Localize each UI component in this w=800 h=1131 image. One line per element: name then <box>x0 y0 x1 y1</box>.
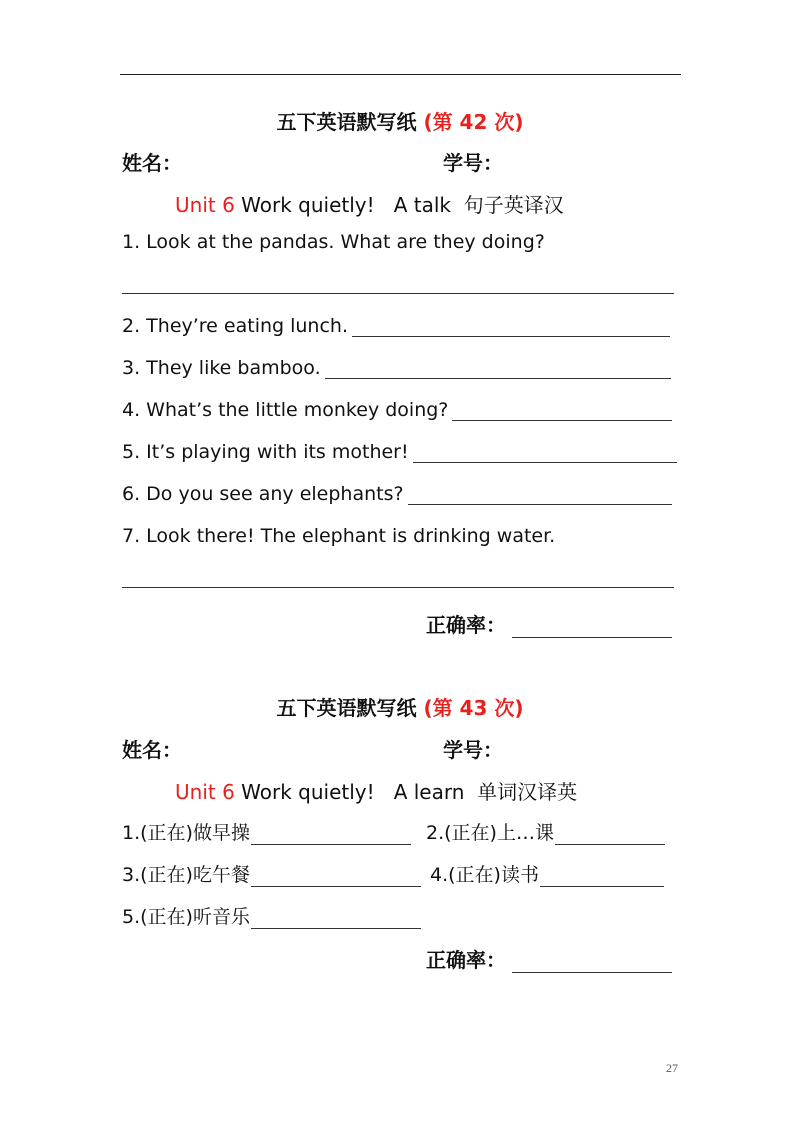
answer-line-1[interactable] <box>122 293 674 294</box>
sheet1-question-2 <box>122 315 670 337</box>
answer-blank-2[interactable] <box>352 318 670 337</box>
accuracy-blank[interactable] <box>512 954 672 973</box>
item-text: 4.(正在)读书 <box>430 864 539 886</box>
top-rule <box>120 74 681 75</box>
question-text: 1. Look at the pandas. What are they doing? <box>122 231 545 253</box>
page-number: 27 <box>666 1061 678 1075</box>
sheet2-item-4 <box>430 860 664 887</box>
item-text: 3.(正在)吃午餐 <box>122 864 250 886</box>
sheet1-title <box>0 106 800 135</box>
accuracy-label: 正确率： <box>426 613 506 637</box>
answer-line-7[interactable] <box>122 587 674 588</box>
sheet1-title-count: (第 42 次) <box>423 110 524 134</box>
answer-blank-3[interactable] <box>325 360 671 379</box>
item-text: 1.(正在)做早操 <box>122 822 250 844</box>
sheet1-question-6 <box>122 483 672 505</box>
sheet1-title-main: 五下英语默写纸 <box>276 110 417 134</box>
sheet2-name-label: 姓名： <box>122 738 182 762</box>
answer-blank-item-5[interactable] <box>251 910 421 929</box>
sheet1-unit-topic: Work quietly! A talk 句子英译汉 <box>241 193 564 217</box>
sheet1-accuracy <box>426 609 672 638</box>
sheet2-title-main: 五下英语默写纸 <box>276 696 417 720</box>
sheet2-item-5 <box>122 902 421 929</box>
sheet1-id-label: 学号： <box>443 151 503 175</box>
item-text: 5.(正在)听音乐 <box>122 906 250 928</box>
answer-blank-4[interactable] <box>452 402 672 421</box>
sheet1-name-label: 姓名： <box>122 151 182 175</box>
answer-blank-item-3[interactable] <box>251 868 421 887</box>
answer-blank-6[interactable] <box>408 486 672 505</box>
answer-blank-item-2[interactable] <box>555 826 665 845</box>
item-text: 2.(正在)上…课 <box>426 822 554 844</box>
sheet2-unit-number: Unit 6 <box>175 780 235 804</box>
sheet1-question-1 <box>122 231 545 253</box>
question-text: 5. It’s playing with its mother! <box>122 441 409 463</box>
sheet2-title <box>0 692 800 721</box>
question-text: 2. They’re eating lunch. <box>122 315 349 337</box>
sheet2-title-count: (第 43 次) <box>423 696 524 720</box>
answer-blank-item-1[interactable] <box>251 826 411 845</box>
answer-blank-item-4[interactable] <box>540 868 664 887</box>
question-text: 6. Do you see any elephants? <box>122 483 404 505</box>
question-text: 7. Look there! The elephant is drinking water. <box>122 525 556 547</box>
sheet2-item-3 <box>122 860 421 887</box>
accuracy-label: 正确率： <box>426 948 506 972</box>
question-text: 4. What’s the little monkey doing? <box>122 399 449 421</box>
sheet2-item-2 <box>426 818 665 845</box>
sheet1-question-5 <box>122 441 677 463</box>
sheet1-unit-number: Unit 6 <box>175 193 235 217</box>
answer-blank-5[interactable] <box>413 444 677 463</box>
sheet2-accuracy <box>426 944 672 973</box>
sheet1-question-4 <box>122 399 672 421</box>
sheet2-unit-topic: Work quietly! A learn 单词汉译英 <box>241 780 578 804</box>
sheet2-item-1 <box>122 818 411 845</box>
sheet1-question-3 <box>122 357 671 379</box>
sheet1-unit-heading <box>175 189 564 218</box>
question-text: 3. They like bamboo. <box>122 357 321 379</box>
sheet2-unit-heading <box>175 776 577 805</box>
sheet1-question-7 <box>122 525 555 547</box>
sheet2-id-label: 学号： <box>443 738 503 762</box>
accuracy-blank[interactable] <box>512 619 672 638</box>
